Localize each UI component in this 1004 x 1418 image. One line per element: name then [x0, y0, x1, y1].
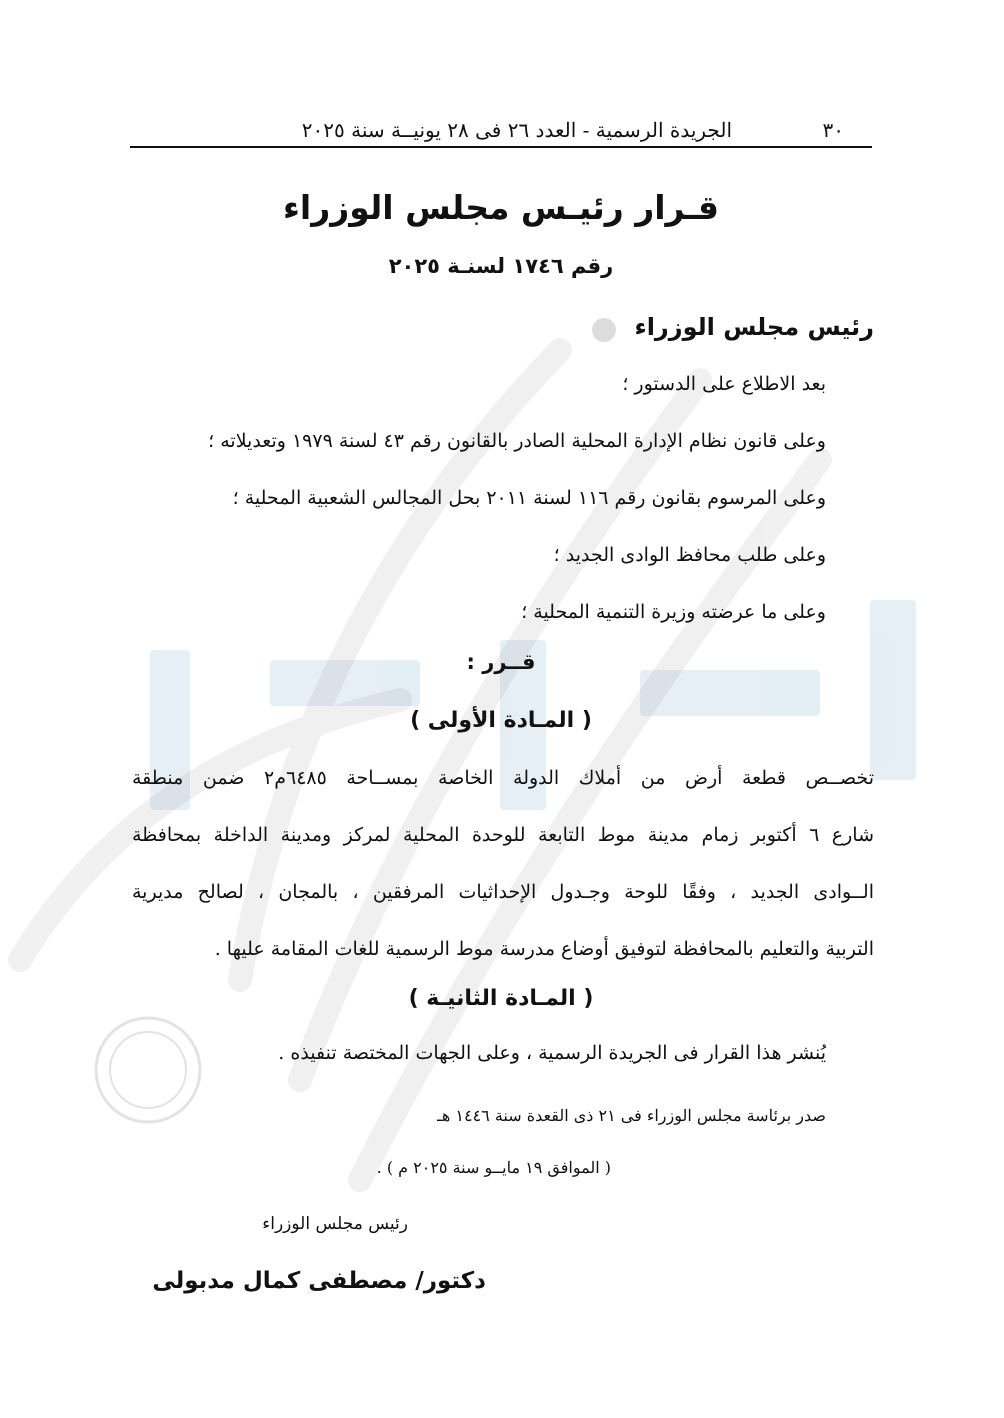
decree-issuer: رئيس مجلس الوزراء — [634, 313, 874, 341]
preamble-line: وعلى طلب محافظ الوادى الجديد ؛ — [553, 544, 826, 566]
page-number: ٣٠ — [822, 118, 844, 142]
decree-number: رقم ١٧٤٦ لسنـة ٢٠٢٥ — [388, 254, 614, 278]
preamble — [126, 366, 826, 651]
decree-title: قـرار رئيـس مجلس الوزراء — [283, 188, 719, 227]
article-1-line: شارع ٦ أكتوبر زمام مدينة موط التابعة للوحدة المحلية لمركز ومدينة الداخلة بمحافظة — [132, 824, 874, 846]
preamble-line: وعلى قانون نظام الإدارة المحلية الصادر بالقانون رقم ٤٣ لسنة ١٩٧٩ وتعديلاته ؛ — [208, 430, 826, 452]
article-2-body: يُنشر هذا القرار فى الجريدة الرسمية ، وعلى الجهات المختصة تنفيذه . — [278, 1042, 826, 1064]
signer-title: رئيس مجلس الوزراء — [262, 1214, 408, 1234]
page-header — [130, 112, 872, 148]
article-1-line: التربية والتعليم بالمحافظة لتوفيق أوضاع مدرسة موط الرسمية للغات المقامة عليها . — [214, 938, 874, 960]
article-2-title: ( المـادة الثانيـة ) — [408, 986, 594, 1011]
preamble-line: وعلى ما عرضته وزيرة التنمية المحلية ؛ — [521, 601, 826, 623]
article-1-title: ( المـادة الأولى ) — [410, 708, 592, 733]
article-1-body — [132, 760, 874, 988]
preamble-line: بعد الاطلاع على الدستور ؛ — [622, 373, 826, 395]
article-1-line: تخصــص قطعة أرض من أملاك الدولة الخاصة بمســاحة ٦٤٨٥م٢ ضمن منطقة — [132, 767, 874, 789]
decided-heading: قــرر : — [466, 650, 536, 674]
article-1-line: الــوادى الجديد ، وفقًا للوحة وجـدول الإحداثيات المرفقين ، بالمجان ، لصالح مديرية — [132, 881, 874, 903]
preamble-line: وعلى المرسوم بقانون رقم ١١٦ لسنة ٢٠١١ بحل المجالس الشعبية المحلية ؛ — [232, 487, 826, 509]
gregorian-date-line: ( الموافق ١٩ مايــو سنة ٢٠٢٥ م ) . — [376, 1158, 611, 1177]
gazette-issue-line: الجريدة الرسمية - العدد ٢٦ فى ٢٨ يونيــة سنة ٢٠٢٥ — [301, 118, 732, 142]
issued-date-line: صدر برئاسة مجلس الوزراء فى ٢١ ذى القعدة سنة ١٤٤٦ هـ — [437, 1106, 826, 1125]
signer-name: دكتور/ مصطفى كمال مدبولى — [152, 1268, 486, 1294]
